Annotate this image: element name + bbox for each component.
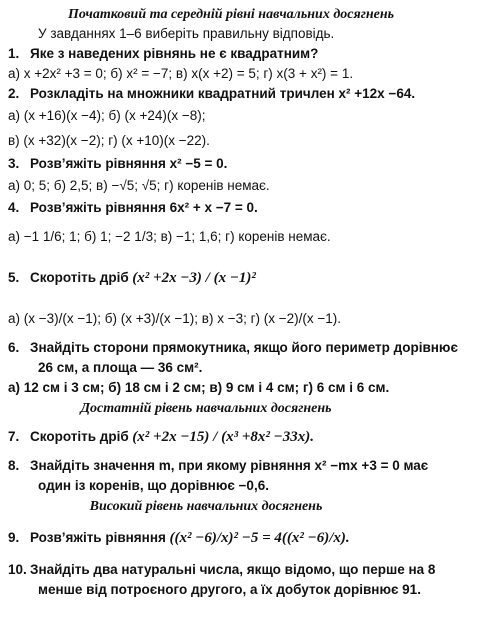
task-number: 9.: [8, 530, 20, 545]
task-number: 2.: [8, 86, 20, 101]
task-text: Знайдіть значення m, при якому рівняння x² −mx +3 = 0 має: [30, 458, 429, 473]
task-2: [8, 84, 494, 104]
task-9: [8, 516, 494, 560]
task-6-line-2: 26 см, а площа — 36 см².: [38, 360, 203, 375]
task-4-options: а) −1 1/6; 1; б) 1; −2 1/3; в) −1; 1,6; г) коренів немає.: [8, 229, 331, 244]
task-number: 10.: [8, 562, 27, 577]
task-1-options: а) x +2x² +3 = 0; б) x² = −7; в) x(x +2) = 5; г) x(3 + x²) = 1.: [8, 66, 354, 81]
task-8-line-2: один із коренів, що дорівнює −0,6.: [38, 478, 269, 493]
task-text: Скоротіть дріб: [30, 429, 129, 444]
task-number: 7.: [8, 429, 20, 444]
task-number: 4.: [8, 200, 20, 215]
task-text: Знайдіть сторони прямокутника, якщо його периметр дорівнює: [30, 340, 458, 355]
task-text: Розв’яжіть рівняння 6x² + x −7 = 0.: [30, 200, 258, 215]
task-number: 3.: [8, 156, 20, 171]
task-10: [8, 560, 494, 580]
task-6: [8, 338, 494, 358]
task-5-options: а) (x −3)/(x −1); б) (x +3)/(x −1); в) x −3; г) (x −2)/(x −1).: [8, 311, 342, 326]
section-heading-sufficient: Достатній рівень навчальних досягнень: [80, 401, 332, 416]
task-1: [8, 44, 494, 64]
task-text: Яке з наведених рівнянь не є квадратним?: [30, 46, 319, 61]
task-6-options: а) 12 см і 3 см; б) 18 см і 2 см; в) 9 см і 4 см; г) 6 см і 6 см.: [8, 380, 390, 395]
task-text: Знайдіть два натуральні числа, якщо відомо, що перше на 8: [30, 562, 436, 577]
task-8: [8, 456, 494, 476]
task-2-options-a: а) (x +16)(x −4); б) (x +24)(x −8);: [8, 108, 206, 123]
section-heading-high: Високий рівень навчальних досягнень: [89, 499, 323, 514]
task-text: Розв’яжіть рівняння: [30, 530, 166, 545]
task-10-line-2: менше від потроєного другого, а їх добуток дорівнює 91.: [38, 582, 421, 597]
task-7-fraction: (x² +2x −15) / (x³ +8x² −33x).: [132, 429, 314, 445]
task-3: [8, 154, 494, 174]
task-2-options-b: в) (x +32)(x −2); г) (x +10)(x −22).: [8, 133, 210, 148]
task-4: [8, 198, 494, 218]
task-text: Розкладіть на множники квадратний тричлен x² +12x −64.: [30, 86, 416, 101]
section-heading-basic: Початковий та середній рівні навчальних досягнень: [67, 7, 395, 22]
instruction: У завданнях 1–6 виберіть правильну відповідь.: [38, 26, 335, 41]
task-9-equation: ((x² −6)/x)² −5 = 4((x² −6)/x).: [169, 530, 350, 546]
task-text: Розв’яжіть рівняння x² −5 = 0.: [30, 156, 228, 171]
task-number: 5.: [8, 270, 20, 285]
task-number: 6.: [8, 340, 20, 355]
task-5: [8, 256, 494, 300]
task-number: 8.: [8, 458, 20, 473]
task-number: 1.: [8, 46, 20, 61]
task-3-options: а) 0; 5; б) 2,5; в) −√5; √5; г) коренів немає.: [8, 178, 270, 193]
task-text: Скоротіть дріб: [30, 270, 129, 285]
task-5-fraction: (x² +2x −3) / (x −1)²: [132, 270, 256, 286]
task-7: [8, 418, 494, 456]
